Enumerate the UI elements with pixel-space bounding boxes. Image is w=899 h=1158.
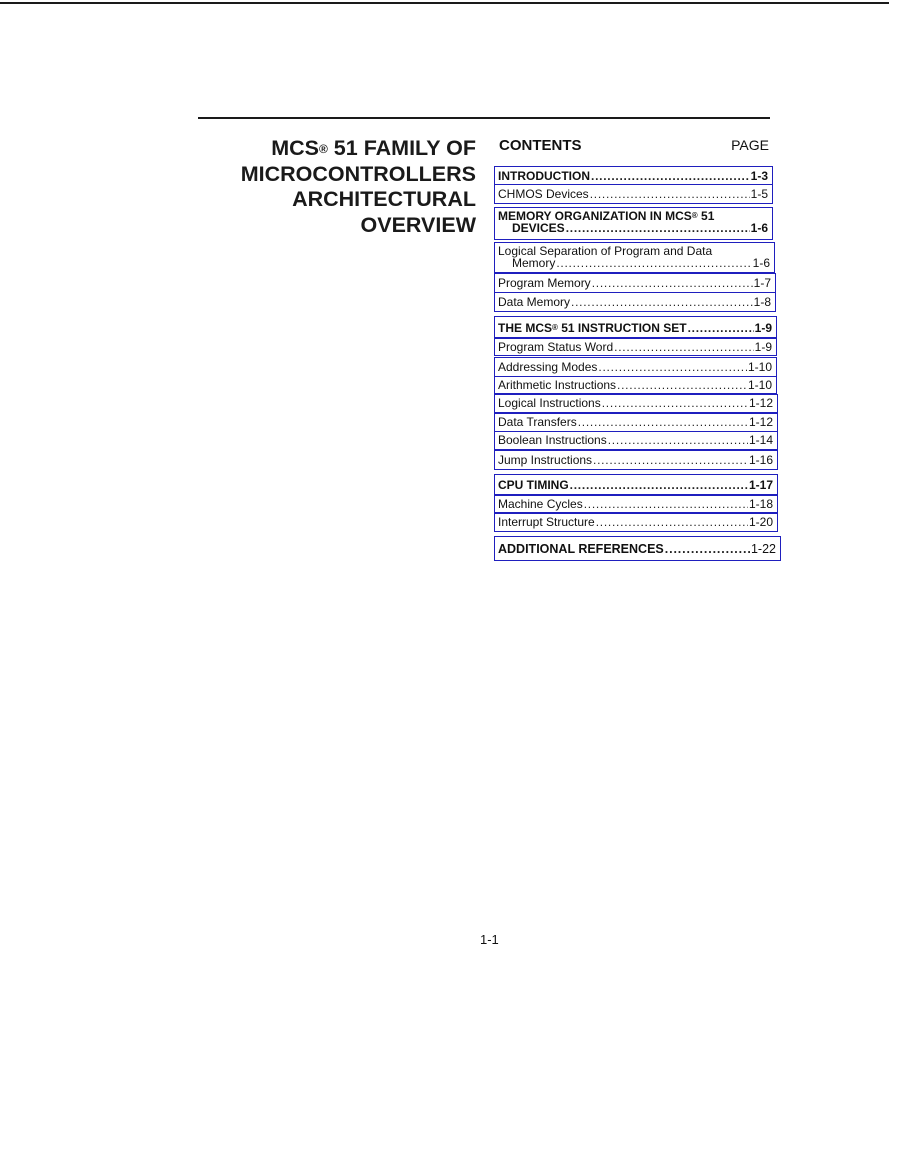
toc-link-machine-cycles[interactable]: Machine Cycles . . . 1-18 xyxy=(494,495,778,513)
title-rule xyxy=(198,117,770,119)
toc-link-chmos-devices[interactable]: CHMOS Devices . . . 1-5 xyxy=(494,184,773,204)
toc-link-program-status-word[interactable]: Program Status Word . . . 1-9 xyxy=(494,338,777,356)
toc-link-data-transfers[interactable]: Data Transfers . . . 1-12 xyxy=(494,413,778,432)
chapter-title-line-1: MCS® 51 FAMILY OF xyxy=(271,136,476,160)
page-number: 1-1 xyxy=(480,932,499,947)
toc-link-cpu-timing[interactable]: CPU TIMING . . . 1-17 xyxy=(494,474,778,495)
toc-link-introduction[interactable]: INTRODUCTION . . . 1-3 xyxy=(494,166,773,185)
toc-link-additional-references[interactable]: ADDITIONAL REFERENCES . . . 1-22 xyxy=(494,536,781,561)
toc-link-program-memory[interactable]: Program Memory . . . 1-7 xyxy=(494,273,776,293)
top-rule xyxy=(0,2,889,4)
page-column-heading: PAGE xyxy=(731,137,769,153)
contents-header xyxy=(497,137,770,157)
toc-link-boolean-instructions[interactable]: Boolean Instructions . . . 1-14 xyxy=(494,431,778,450)
chapter-title-line-2: MICROCONTROLLERS xyxy=(240,161,476,186)
toc-link-memory-organization[interactable]: MEMORY ORGANIZATION IN MCS® 51 DEVICES . . . 1-6 xyxy=(494,207,773,240)
toc-link-logical-separation[interactable]: Logical Separation of Program and Data Memory . . . 1-6 xyxy=(494,242,775,273)
chapter-title-line-4: OVERVIEW xyxy=(360,212,476,237)
toc-link-instruction-set[interactable]: THE MCS® 51 INSTRUCTION SET . . . 1-9 xyxy=(494,316,777,338)
toc-link-logical-instructions[interactable]: Logical Instructions . . . 1-12 xyxy=(494,394,778,413)
chapter-title-line-3: ARCHITECTURAL xyxy=(292,187,476,211)
toc-link-arithmetic-instructions[interactable]: Arithmetic Instructions . . . 1-10 xyxy=(494,376,777,394)
contents-heading: CONTENTS xyxy=(499,137,582,154)
toc-link-jump-instructions[interactable]: Jump Instructions . . . 1-16 xyxy=(494,450,778,470)
chapter-title xyxy=(200,136,476,238)
toc-link-addressing-modes[interactable]: Addressing Modes . . . 1-10 xyxy=(494,357,777,377)
toc-link-data-memory[interactable]: Data Memory . . . 1-8 xyxy=(494,292,776,312)
toc-link-interrupt-structure[interactable]: Interrupt Structure . . . 1-20 xyxy=(494,513,778,532)
